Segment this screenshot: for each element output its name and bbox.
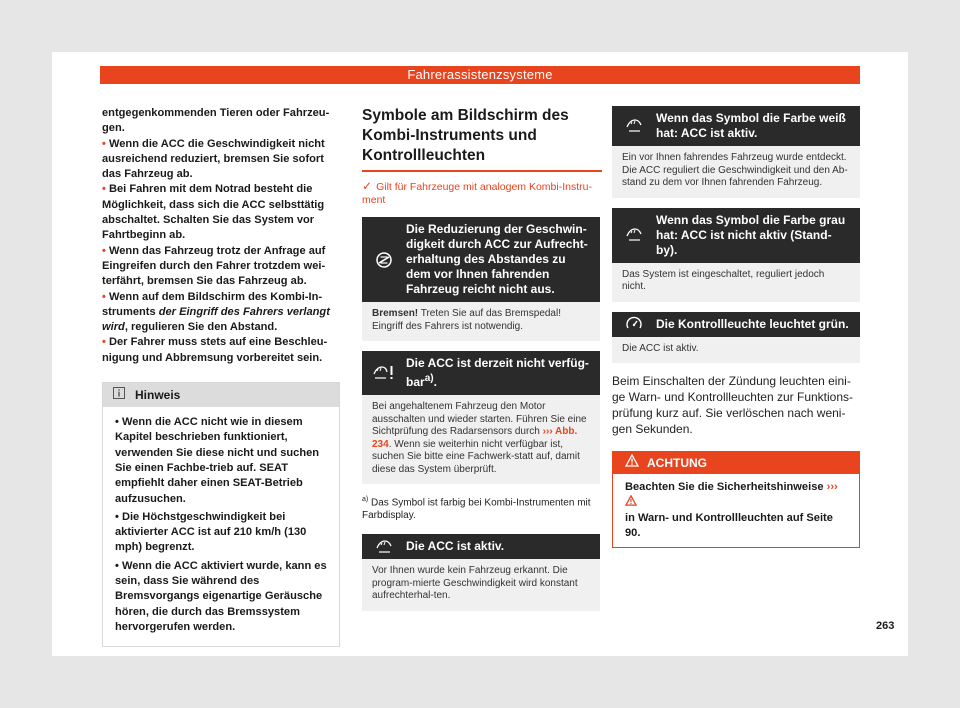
hinweis-item: • Wenn die ACC nicht wie in diesem Kapitel beschrieben funktioniert, verwenden Sie diese nicht und suchen Sie einen Fachbe-trieb auf. SEAT empfiehlt daher einen SEAT-Betrieb aufzusuchen. xyxy=(115,416,320,505)
bullet-item: • Der Fahrer muss stets auf eine Beschleu-nigung und Abbremsung vorbereitet sein. xyxy=(102,336,328,364)
info-paragraph: Beim Einschalten der Zündung leuchten eini-ge Warn- und Kontrollleuchten zur Funktions-prüfung kurz auf. Sie verlöschen nach weni-gen Sekunden. xyxy=(612,374,854,436)
achtung-body: Beachten Sie die Sicherheitshinweise ››› in Warn- und Kontrollleuchten auf Seite 90. xyxy=(625,481,838,539)
symbol-title: Wenn das Symbol die Farbe grau hat: ACC ist nicht aktiv (Stand-by). xyxy=(656,212,846,257)
hinweis-box xyxy=(102,382,340,647)
symbol-title: Die ACC ist aktiv. xyxy=(406,539,505,554)
symbol-text: Das System ist eingeschaltet, reguliert jedoch nicht. xyxy=(622,268,825,292)
speedometer-icon xyxy=(612,315,656,333)
symbol-text: Bremsen! Treten Sie auf das Bremspedal! Eingriff des Fahrers ist notwendig. xyxy=(372,308,561,332)
figure-reference-link[interactable]: ››› Abb. 234 xyxy=(372,426,578,450)
symbol-title: Wenn das Symbol die Farbe weiß hat: ACC ist aktiv. xyxy=(656,111,846,140)
symbol-title: Die Reduzierung der Geschwin-digkeit durch ACC zur Aufrecht-erhaltung des Abstandes zu dem vor Ihnen fahrenden Fahrzeug reicht nicht aus. xyxy=(406,222,588,296)
hinweis-item: • Die Höchstgeschwindigkeit bei aktivierter ACC ist auf 210 km/h (130 mph) begrenzt. xyxy=(115,510,307,554)
bullet-item: • Wenn auf dem Bildschirm des Kombi-In-struments der Eingriff des Fahrers verlangt wird, regulieren Sie den Abstand. xyxy=(102,290,330,334)
acc-vehicle-detected-icon xyxy=(612,117,656,135)
symbol-box-grey xyxy=(612,208,860,302)
symbol-title: Die Kontrollleuchte leuchtet grün. xyxy=(656,316,849,331)
achtung-title: ACHTUNG xyxy=(647,456,707,470)
safety-reference-link[interactable]: ››› xyxy=(826,481,838,493)
footnote: $^{a)}$ Das Symbol ist farbig bei Kombi-Instrumenten mit Farbdisplay. xyxy=(362,496,591,521)
bullet-item: • Bei Fahren mit dem Notrad besteht die Möglichkeit, dass sich die ACC selbsttätig abschaltet. Schalten Sie das System vor Fahrtbeginn ab. xyxy=(102,183,325,242)
intro-text: entgegenkommenden Tieren oder Fahrzeu-gen. xyxy=(102,107,330,135)
acc-unavailable-icon xyxy=(362,364,406,382)
hinweis-body xyxy=(103,407,339,646)
chapter-header: Fahrerassistenzsysteme xyxy=(100,66,860,84)
check-icon: ✓ xyxy=(362,179,373,193)
symbol-title: Die ACC ist derzeit nicht verfüg-bar$^{a)}$. xyxy=(406,356,589,389)
column-left xyxy=(102,106,340,647)
symbol-box-white xyxy=(612,106,860,198)
symbol-text: Vor Ihnen wurde kein Fahrzeug erkannt. Die program-mierte Geschwindigkeit wird konstant aufrechterhal-ten. xyxy=(372,565,578,602)
acc-standby-icon xyxy=(612,226,656,244)
warning-icon xyxy=(625,497,637,509)
column-middle xyxy=(362,106,600,611)
bullet-item: • Wenn die ACC die Geschwindigkeit nicht ausreichend reduziert, bremsen Sie sofort das Fahrzeug ab. xyxy=(102,137,325,181)
symbol-text: Ein vor Ihnen fahrendes Fahrzeug wurde entdeckt. Die ACC reguliert die Geschwindigkeit und den Ab-stand zu dem vor Ihnen fahrenden Fahrzeug. xyxy=(622,152,848,188)
page-number: 263 xyxy=(876,620,895,632)
acc-active-icon xyxy=(362,538,406,556)
achtung-header xyxy=(613,452,859,474)
achtung-box xyxy=(612,451,860,548)
symbol-box-braking xyxy=(362,217,600,341)
symbol-text: Bei angehaltenem Fahrzeug den Motor ausschalten und wieder starten. Führen Sie eine Sichtprüfung des Radarsensors durch ››› Abb. 234. Wenn sie weiterhin nicht verfügbar ist, suchen Sie bitte eine Fachwerk-statt auf, damit diese das System überprüft. xyxy=(372,401,587,475)
section-title: Symbole am Bildschirm des Kombi-Instruments und Kontrollleuchten xyxy=(362,106,602,172)
symbol-box-active xyxy=(362,534,600,611)
bullet-item: • Wenn das Fahrzeug trotz der Anfrage auf Eingreifen durch den Fahrer trotzdem wei-terfährt, bremsen Sie das Fahrzeug ab. xyxy=(102,244,326,288)
info-icon xyxy=(113,386,125,404)
hinweis-item: • Wenn die ACC aktiviert wurde, kann es sein, dass Sie während des Bremsvorgangs eigenartige Geräusche hören, die durch das Bremssystem hervorgerufen werden. xyxy=(115,559,327,633)
hinweis-header xyxy=(103,383,339,407)
warning-icon xyxy=(625,454,639,472)
symbol-text: Die ACC ist aktiv. xyxy=(622,342,699,354)
symbol-box-green xyxy=(612,312,860,364)
column-right xyxy=(612,106,860,548)
applies-note: ✓ Gilt für Fahrzeuge mit analogem Kombi-Instru-ment xyxy=(362,179,592,206)
symbol-box-unavailable xyxy=(362,351,600,484)
acc-brake-warning-icon xyxy=(362,251,406,269)
hinweis-title: Hinweis xyxy=(135,388,181,403)
